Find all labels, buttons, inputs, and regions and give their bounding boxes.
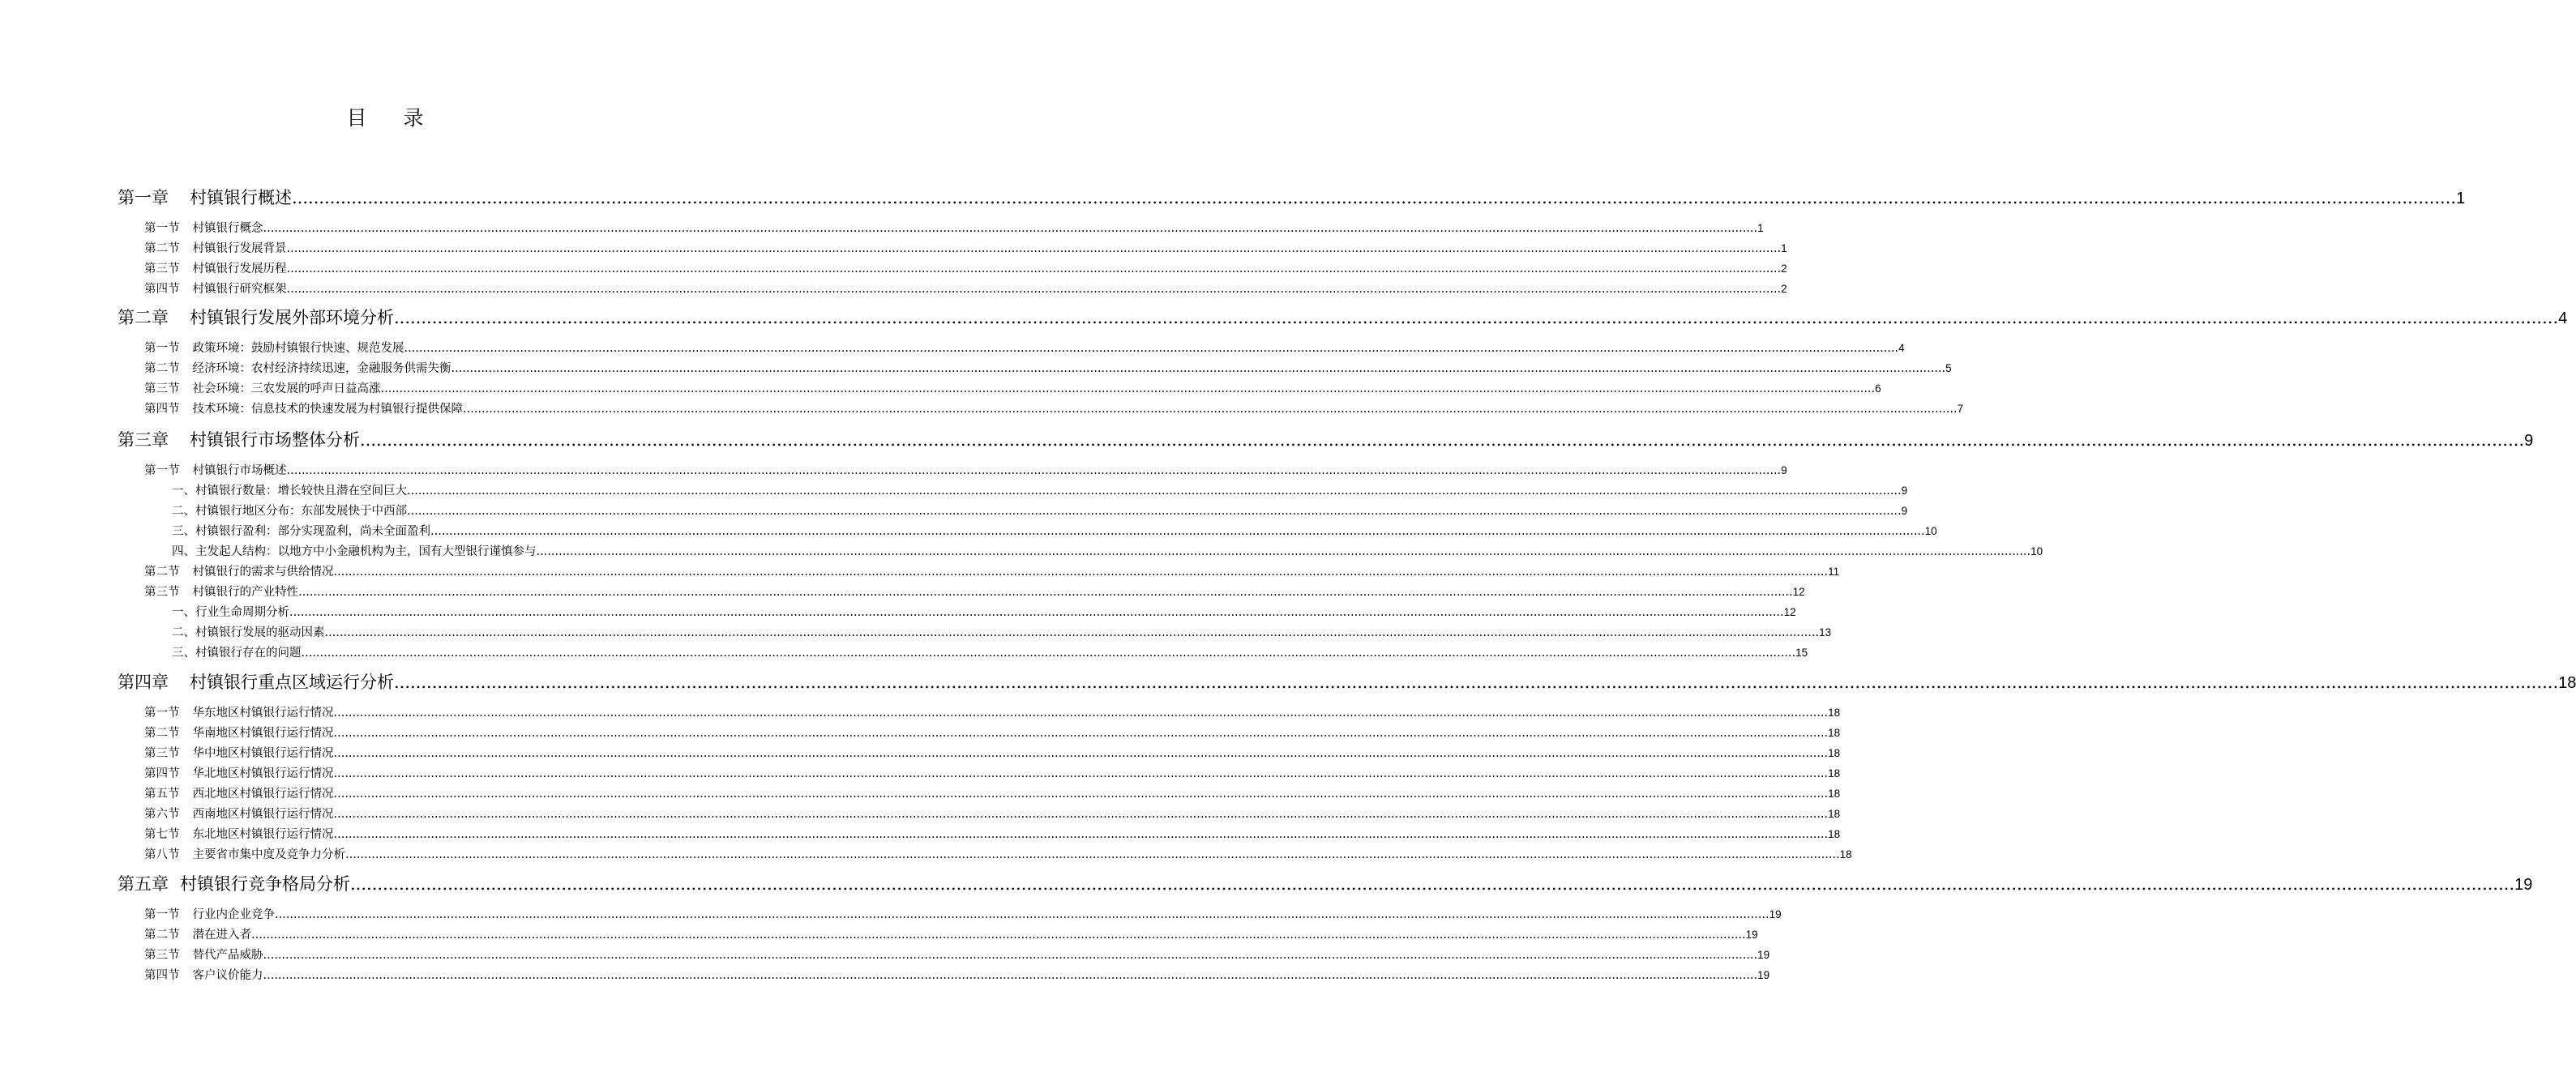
toc-section-entry[interactable] <box>144 379 1881 396</box>
toc-subsection-entry[interactable] <box>172 502 1908 519</box>
toc-section-entry[interactable] <box>144 925 1758 942</box>
toc-entry-text: 替代产品威胁 <box>192 949 263 962</box>
toc-entry-label <box>144 219 263 236</box>
toc-leader-dots: ................................................................................................................................................................................................................................................................................................................................................................................................................ <box>345 848 1840 861</box>
toc-page-number: 19 <box>2514 876 2533 894</box>
toc-page-number: 15 <box>1795 647 1808 659</box>
toc-section-entry[interactable] <box>144 905 1782 922</box>
toc-entry-label <box>118 185 292 209</box>
toc-leader-dots: ................................................................................................................................................................................................................................................................................................................................................................................................................ <box>360 430 2525 450</box>
toc-section-entry[interactable] <box>144 461 1787 478</box>
toc-section-entry[interactable] <box>144 946 1770 963</box>
toc-chapter-entry[interactable] <box>118 305 2568 329</box>
toc-leader-dots: ................................................................................................................................................................................................................................................................................................................................................................................................................ <box>333 707 1829 720</box>
toc-leader-dots: ................................................................................................................................................................................................................................................................................................................................................................................................................ <box>289 606 1784 619</box>
toc-entry-text: 经济环境：农村经济持续迅速，金融服务供需失衡 <box>192 362 451 375</box>
toc-entry-number: 第五节 <box>144 788 180 801</box>
toc-chapter-entry[interactable] <box>118 185 2466 209</box>
toc-entry-label <box>118 669 394 694</box>
toc-entry-label <box>144 339 404 356</box>
toc-entry-text: 村镇银行研究框架 <box>192 283 287 296</box>
toc-entry-text: 客户议价能力 <box>192 969 263 982</box>
toc-entry-text: 华北地区村镇银行运行情况 <box>192 767 334 780</box>
toc-page-number: 18 <box>1839 848 1852 861</box>
toc-leader-dots: ................................................................................................................................................................................................................................................................................................................................................................................................................ <box>407 485 1902 498</box>
toc-entry-number: 第二节 <box>144 362 180 375</box>
toc-entry-number: 第一节 <box>144 464 180 477</box>
toc-page-number: 18 <box>2558 674 2576 692</box>
toc-page-number: 18 <box>1828 767 1841 779</box>
toc-entry-label <box>144 379 381 396</box>
toc-entry-number: 第一节 <box>144 222 180 235</box>
toc-entry-text: 主要省市集中度及竞争力分析 <box>192 848 345 861</box>
toc-page-number: 10 <box>2030 545 2043 557</box>
toc-entry-label <box>172 643 302 660</box>
toc-entry-label <box>144 259 287 276</box>
toc-entry-number: 第三节 <box>144 586 180 599</box>
toc-page-number: 9 <box>1901 505 1908 517</box>
toc-entry-number: 第一节 <box>144 707 180 720</box>
toc-entry-label <box>144 784 334 801</box>
toc-section-entry[interactable] <box>144 239 1787 256</box>
toc-leader-dots: ................................................................................................................................................................................................................................................................................................................................................................................................................ <box>292 188 2457 207</box>
toc-entry-text: 技术环境：信息技术的快速发展为村镇银行提供保障 <box>192 403 463 416</box>
toc-section-entry[interactable] <box>144 744 1841 761</box>
toc-entry-text: 西北地区村镇银行运行情况 <box>192 788 334 801</box>
toc-leader-dots: ................................................................................................................................................................................................................................................................................................................................................................................................................ <box>404 342 1899 355</box>
toc-entry-text: 村镇银行重点区域运行分析 <box>190 673 394 692</box>
toc-entry-label <box>172 623 325 640</box>
toc-entry-label <box>144 461 287 478</box>
toc-leader-dots: ................................................................................................................................................................................................................................................................................................................................................................................................................ <box>263 949 1758 962</box>
toc-entry-number: 第三节 <box>144 382 180 395</box>
toc-section-entry[interactable] <box>144 339 1905 356</box>
toc-entry-text: 村镇银行发展外部环境分析 <box>190 308 394 327</box>
toc-leader-dots: ................................................................................................................................................................................................................................................................................................................................................................................................................ <box>333 747 1829 760</box>
toc-entry-text: 村镇银行概述 <box>190 188 292 207</box>
toc-chapter-entry[interactable] <box>118 427 2534 451</box>
toc-entry-text: 村镇银行市场概述 <box>192 464 287 477</box>
toc-entry-label <box>172 603 289 620</box>
toc-page-number: 11 <box>1828 566 1840 578</box>
toc-page-number: 13 <box>1819 626 1832 638</box>
toc-page-number: 19 <box>1745 929 1758 941</box>
toc-page-number: 2 <box>1781 263 1787 275</box>
toc-entry-label <box>144 744 334 761</box>
toc-entry-text: 二、村镇银行地区分布：东部发展快于中西部 <box>172 505 407 518</box>
toc-entry-text: 村镇银行的产业特性 <box>192 586 298 599</box>
toc-entry-text: 二、村镇银行发展的驱动因素 <box>172 626 325 639</box>
toc-section-entry[interactable] <box>144 784 1841 801</box>
toc-page-number: 9 <box>2524 432 2534 450</box>
toc-entry-text: 行业内企业竞争 <box>192 908 275 921</box>
toc-page-number: 18 <box>1828 828 1841 840</box>
toc-entry-text: 西南地区村镇银行运行情况 <box>192 808 334 821</box>
toc-entry-number: 第二节 <box>144 566 180 579</box>
toc-leader-dots: ................................................................................................................................................................................................................................................................................................................................................................................................................ <box>298 586 1793 599</box>
toc-entry-number: 第四节 <box>144 767 180 780</box>
toc-entry-number: 第七节 <box>144 828 180 841</box>
toc-leader-dots: ................................................................................................................................................................................................................................................................................................................................................................................................................ <box>333 788 1829 801</box>
toc-leader-dots: ................................................................................................................................................................................................................................................................................................................................................................................................................ <box>286 464 1782 477</box>
toc-entry-text: 三、村镇银行盈利：部分实现盈利，尚未全面盈利 <box>172 525 430 538</box>
toc-entry-number: 第八节 <box>144 848 180 861</box>
toc-entry-text: 四、主发起人结构：以地方中小金融机构为主，国有大型银行谨慎参与 <box>172 545 537 558</box>
toc-page-number: 18 <box>1828 707 1841 719</box>
toc-entry-label <box>144 825 334 842</box>
toc-entry-text: 一、行业生命周期分析 <box>172 606 289 619</box>
toc-subsection-entry[interactable] <box>172 643 1808 660</box>
toc-subsection-entry[interactable] <box>172 603 1796 620</box>
toc-leader-dots: ................................................................................................................................................................................................................................................................................................................................................................................................................ <box>536 545 2031 558</box>
toc-subsection-entry[interactable] <box>172 542 2043 559</box>
toc-leader-dots: ................................................................................................................................................................................................................................................................................................................................................................................................................ <box>430 525 1925 538</box>
toc-entry-label <box>144 583 298 600</box>
toc-entry-number: 第一节 <box>144 342 180 355</box>
toc-section-entry[interactable] <box>144 219 1764 236</box>
toc-entry-label <box>144 925 251 942</box>
toc-leader-dots: ................................................................................................................................................................................................................................................................................................................................................................................................................ <box>286 283 1782 296</box>
toc-leader-dots: ................................................................................................................................................................................................................................................................................................................................................................................................................ <box>263 969 1758 982</box>
toc-entry-text: 东北地区村镇银行运行情况 <box>192 828 334 841</box>
toc-page-number: 18 <box>1828 808 1841 820</box>
toc-page-number: 19 <box>1757 969 1770 981</box>
toc-entry-label <box>144 280 287 297</box>
toc-leader-dots: ................................................................................................................................................................................................................................................................................................................................................................................................................ <box>301 647 1796 660</box>
toc-page-number: 18 <box>1828 788 1841 800</box>
toc-page-number: 10 <box>1924 525 1937 537</box>
toc-entry-label <box>144 966 263 983</box>
toc-entry-label <box>144 562 334 579</box>
toc-leader-dots: ................................................................................................................................................................................................................................................................................................................................................................................................................ <box>263 222 1758 235</box>
toc-entry-text: 村镇银行竞争格局分析 <box>180 874 350 894</box>
toc-page-number: 1 <box>1757 222 1764 234</box>
toc-section-entry[interactable] <box>144 280 1787 297</box>
toc-page-number: 5 <box>1945 362 1952 374</box>
toc-leader-dots: ................................................................................................................................................................................................................................................................................................................................................................................................................ <box>463 403 1958 416</box>
toc-entry-label <box>144 905 275 922</box>
toc-entry-number: 第六节 <box>144 808 180 821</box>
toc-section-entry[interactable] <box>144 399 1964 416</box>
toc-entry-label <box>144 845 345 862</box>
toc-entry-number: 第二节 <box>144 929 180 942</box>
toc-leader-dots: ................................................................................................................................................................................................................................................................................................................................................................................................................ <box>333 566 1829 579</box>
toc-entry-label <box>118 305 394 329</box>
toc-subsection-entry[interactable] <box>172 481 1908 498</box>
toc-entry-number: 第三节 <box>144 949 180 962</box>
toc-entry-number: 第三节 <box>144 263 180 275</box>
toc-leader-dots: ................................................................................................................................................................................................................................................................................................................................................................................................................ <box>333 727 1829 740</box>
toc-entry-label <box>118 427 360 451</box>
toc-leader-dots: ................................................................................................................................................................................................................................................................................................................................................................................................................ <box>350 874 2515 894</box>
toc-section-entry[interactable] <box>144 966 1770 983</box>
toc-title: 目录 <box>346 106 460 130</box>
toc-leader-dots: ................................................................................................................................................................................................................................................................................................................................................................................................................ <box>333 828 1829 841</box>
toc-entry-number: 第五章 <box>118 874 169 894</box>
toc-leader-dots: ................................................................................................................................................................................................................................................................................................................................................................................................................ <box>451 362 1946 375</box>
toc-entry-label <box>118 871 350 895</box>
toc-subsection-entry[interactable] <box>172 522 1937 539</box>
toc-entry-label <box>144 399 463 416</box>
toc-section-entry[interactable] <box>144 724 1841 741</box>
toc-chapter-entry[interactable] <box>118 871 2533 895</box>
toc-entry-text: 村镇银行发展背景 <box>192 242 287 255</box>
toc-section-entry[interactable] <box>144 845 1852 862</box>
toc-page-number: 18 <box>1828 747 1841 759</box>
toc-entry-number: 第四节 <box>144 969 180 982</box>
toc-subsection-entry[interactable] <box>172 623 1832 640</box>
toc-entry-label <box>144 239 287 256</box>
toc-page-number: 12 <box>1792 586 1805 598</box>
toc-leader-dots: ................................................................................................................................................................................................................................................................................................................................................................................................................ <box>286 263 1782 275</box>
toc-entry-text: 华南地区村镇银行运行情况 <box>192 727 334 740</box>
toc-entry-text: 三、村镇银行存在的问题 <box>172 647 302 660</box>
toc-section-entry[interactable] <box>144 703 1841 720</box>
toc-entry-number: 第二节 <box>144 242 180 255</box>
toc-page-number: 2 <box>1781 283 1787 295</box>
toc-page-number: 9 <box>1901 485 1908 497</box>
toc-page-number: 19 <box>1757 949 1770 961</box>
toc-entry-text: 一、村镇银行数量：增长较快且潜在空间巨大 <box>172 485 407 498</box>
toc-entry-text: 村镇银行概念 <box>192 222 263 235</box>
toc-leader-dots: ................................................................................................................................................................................................................................................................................................................................................................................................................ <box>251 929 1746 942</box>
toc-entry-text: 村镇银行发展历程 <box>192 263 287 275</box>
toc-leader-dots: ................................................................................................................................................................................................................................................................................................................................................................................................................ <box>394 673 2559 692</box>
toc-section-entry[interactable] <box>144 764 1841 781</box>
toc-entry-number: 第四节 <box>144 283 180 296</box>
toc-entry-number: 第三章 <box>118 430 169 450</box>
toc-entry-number: 第一节 <box>144 908 180 921</box>
toc-section-entry[interactable] <box>144 805 1841 822</box>
toc-leader-dots: ................................................................................................................................................................................................................................................................................................................................................................................................................ <box>394 308 2559 327</box>
toc-entry-text: 华东地区村镇银行运行情况 <box>192 707 334 720</box>
toc-leader-dots: ................................................................................................................................................................................................................................................................................................................................................................................................................ <box>333 767 1829 780</box>
toc-page-number: 12 <box>1783 606 1796 618</box>
toc-entry-label <box>144 764 334 781</box>
toc-entry-label <box>144 946 263 963</box>
toc-leader-dots: ................................................................................................................................................................................................................................................................................................................................................................................................................ <box>333 808 1829 821</box>
toc-entry-text: 社会环境：三农发展的呼声日益高涨 <box>192 382 381 395</box>
toc-section-entry[interactable] <box>144 259 1787 276</box>
toc-entry-text: 村镇银行市场整体分析 <box>190 430 360 450</box>
toc-leader-dots: ................................................................................................................................................................................................................................................................................................................................................................................................................ <box>380 382 1876 395</box>
toc-section-entry[interactable] <box>144 825 1841 842</box>
toc-entry-number: 第三节 <box>144 747 180 760</box>
toc-entry-text: 政策环境：鼓励村镇银行快速、规范发展 <box>192 342 404 355</box>
toc-entry-label <box>144 724 334 741</box>
toc-entry-number: 第四章 <box>118 673 169 692</box>
toc-entry-number: 第一章 <box>118 188 169 207</box>
toc-leader-dots: ................................................................................................................................................................................................................................................................................................................................................................................................................ <box>286 242 1782 255</box>
toc-page-number: 6 <box>1875 382 1881 395</box>
toc-entry-label <box>172 542 537 559</box>
toc-entry-label <box>172 502 407 519</box>
toc-entry-label <box>144 703 334 720</box>
toc-entry-label <box>144 359 451 376</box>
toc-entry-label <box>144 805 334 822</box>
toc-entry-text: 村镇银行的需求与供给情况 <box>192 566 334 579</box>
toc-page-number: 1 <box>1781 242 1787 254</box>
toc-entry-number: 第四节 <box>144 403 180 416</box>
toc-entry-number: 第二章 <box>118 308 169 327</box>
toc-page-number: 18 <box>1828 727 1841 739</box>
toc-section-entry[interactable] <box>144 562 1840 579</box>
toc-section-entry[interactable] <box>144 359 1952 376</box>
toc-page-number: 4 <box>1898 342 1905 354</box>
toc-entry-text: 华中地区村镇银行运行情况 <box>192 747 334 760</box>
toc-page-number: 7 <box>1957 403 1964 415</box>
toc-entry-label <box>172 522 430 539</box>
toc-leader-dots: ................................................................................................................................................................................................................................................................................................................................................................................................................ <box>324 626 1820 639</box>
toc-page-number: 19 <box>1769 908 1782 920</box>
toc-entry-number: 第二节 <box>144 727 180 740</box>
toc-chapter-entry[interactable] <box>118 669 2576 694</box>
toc-leader-dots: ................................................................................................................................................................................................................................................................................................................................................................................................................ <box>275 908 1769 921</box>
toc-page-number: 9 <box>1781 464 1787 476</box>
toc-entry-text: 潜在进入者 <box>192 929 251 942</box>
toc-page-number: 4 <box>2558 310 2568 327</box>
toc-entry-label <box>172 481 407 498</box>
toc-leader-dots: ................................................................................................................................................................................................................................................................................................................................................................................................................ <box>407 505 1902 518</box>
toc-section-entry[interactable] <box>144 583 1805 600</box>
toc-page-number: 1 <box>2456 190 2466 207</box>
